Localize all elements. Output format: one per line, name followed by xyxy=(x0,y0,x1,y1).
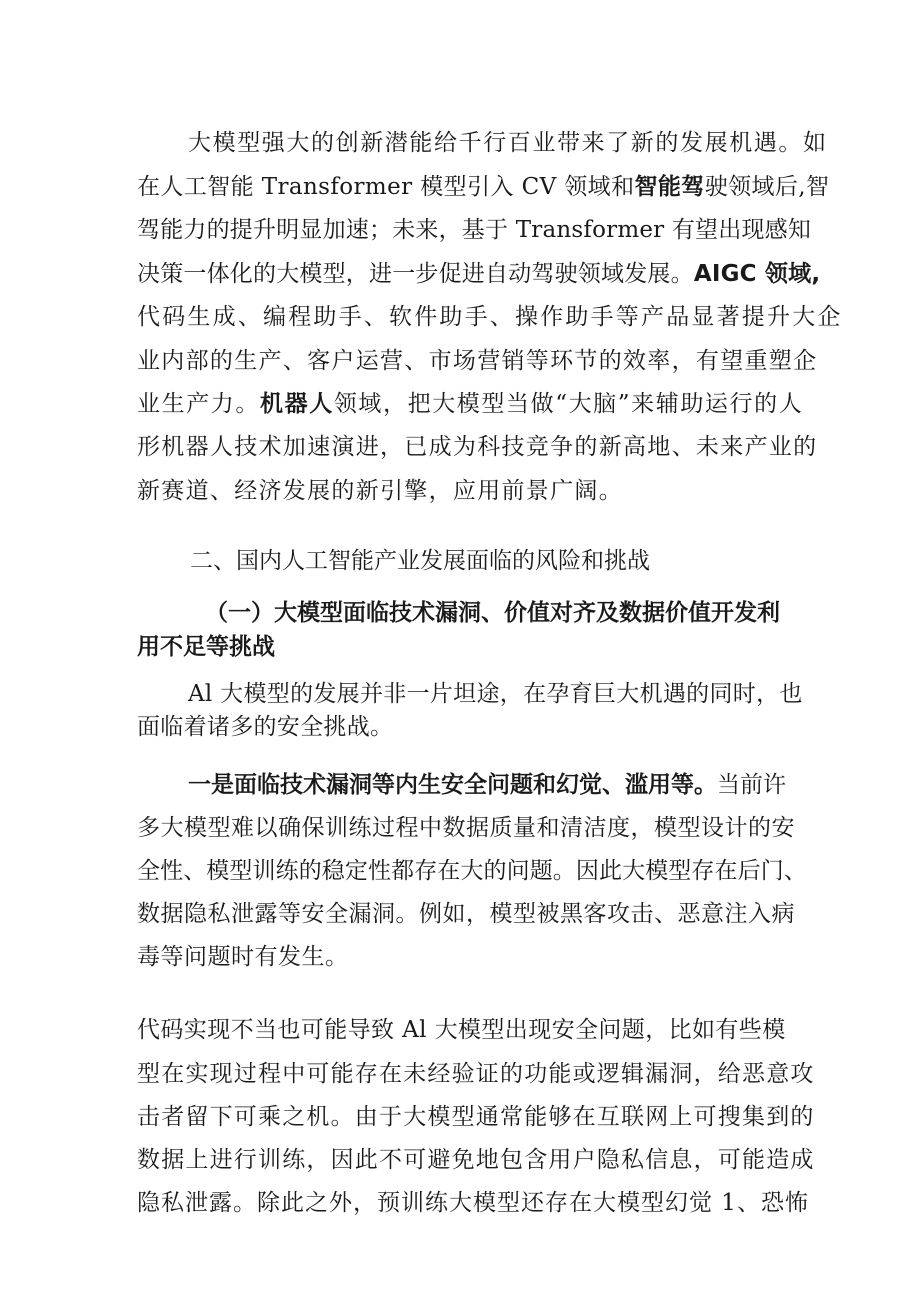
bold-text-run: AIGC 领域, xyxy=(693,261,821,287)
paragraph-1-line: 形机器人技术加速演进，已成为科技竞争的新高地、未来产业的 xyxy=(137,434,818,460)
paragraph-1-line: 代码生成、编程助手、软件助手、操作助手等产品显著提升大企 xyxy=(137,304,843,330)
paragraph-1-line xyxy=(137,172,829,202)
paragraph-1-line: 新赛道、经济发展的新引擎，应用前景广阔。 xyxy=(137,478,623,504)
text-run: 领域，把大模型当做“大脑”来辅助运行的人 xyxy=(333,391,804,417)
paragraph-1-line xyxy=(137,259,820,289)
text-run: 决策一体化的大模型，进一步促进自动驾驶领域发展。 xyxy=(137,261,694,287)
bold-text-run: 机器人 xyxy=(260,391,334,417)
bold-text-run: 一是面临技术漏洞等内生安全问题和幻觉、滥用等。 xyxy=(188,772,717,798)
text-run: 在人工智能 Transformer 模型引入 CV 领域和 xyxy=(137,174,635,200)
paragraph-3-line: 多大模型难以确保训练过程中数据质量和清洁度，模型设计的安 xyxy=(137,815,795,841)
paragraph-3-line: 数据隐私泄露等安全漏洞。例如，模型被黑客攻击、恶意注入病 xyxy=(137,901,795,927)
subsection-heading-line: （一）大模型面临技术漏洞、价值对齐及数据价值开发利 xyxy=(205,600,780,626)
text-run: 业生产力。 xyxy=(137,391,260,417)
section-heading: 二、国内人工智能产业发展面临的风险和挑战 xyxy=(190,548,650,574)
paragraph-4-line: 隐私泄露。除此之外，预训练大模型还存在大模型幻觉 1、恐怖 xyxy=(137,1190,809,1216)
paragraph-3-line: 全性、模型训练的稳定性都存在大的问题。因此大模型存在后门、 xyxy=(137,858,807,884)
paragraph-4-line: 型在实现过程中可能存在未经验证的功能或逻辑漏洞，给恶意攻 xyxy=(137,1061,815,1087)
paragraph-4-line: 数据上进行训练，因此不可避免地包含用户隐私信息，可能造成 xyxy=(137,1147,815,1173)
text-run: 当前许 xyxy=(717,772,786,798)
paragraph-4-line: 代码实现不当也可能导致 Al 大模型出现安全问题，比如有些模 xyxy=(137,1017,786,1043)
paragraph-2-line: Al 大模型的发展并非一片坦途，在孕育巨大机遇的同时，也 xyxy=(188,681,803,707)
paragraph-4-line: 击者留下可乘之机。由于大模型通常能够在互联网上可搜集到的 xyxy=(137,1104,815,1130)
text-run: 驶领域后,智 xyxy=(704,174,830,200)
paragraph-1-line: 业内部的生产、客户运营、市场营销等环节的效率，有望重塑企 xyxy=(137,348,818,374)
paragraph-3-line: 毒等问题时有发生。 xyxy=(137,944,349,970)
bold-text-run: 智能驾 xyxy=(634,174,705,200)
paragraph-1-line xyxy=(137,389,803,419)
subsection-heading-line: 用不足等挑战 xyxy=(137,634,275,660)
paragraph-3-line xyxy=(188,770,786,800)
paragraph-2-line: 面临着诸多的安全挑战。 xyxy=(137,714,394,740)
paragraph-1-line: 驾能力的提升明显加速；未来，基于 Transformer 有望出现感知 xyxy=(137,217,812,243)
paragraph-1-line: 大模型强大的创新潜能给千行百业带来了新的发展机遇。如 xyxy=(188,130,828,156)
